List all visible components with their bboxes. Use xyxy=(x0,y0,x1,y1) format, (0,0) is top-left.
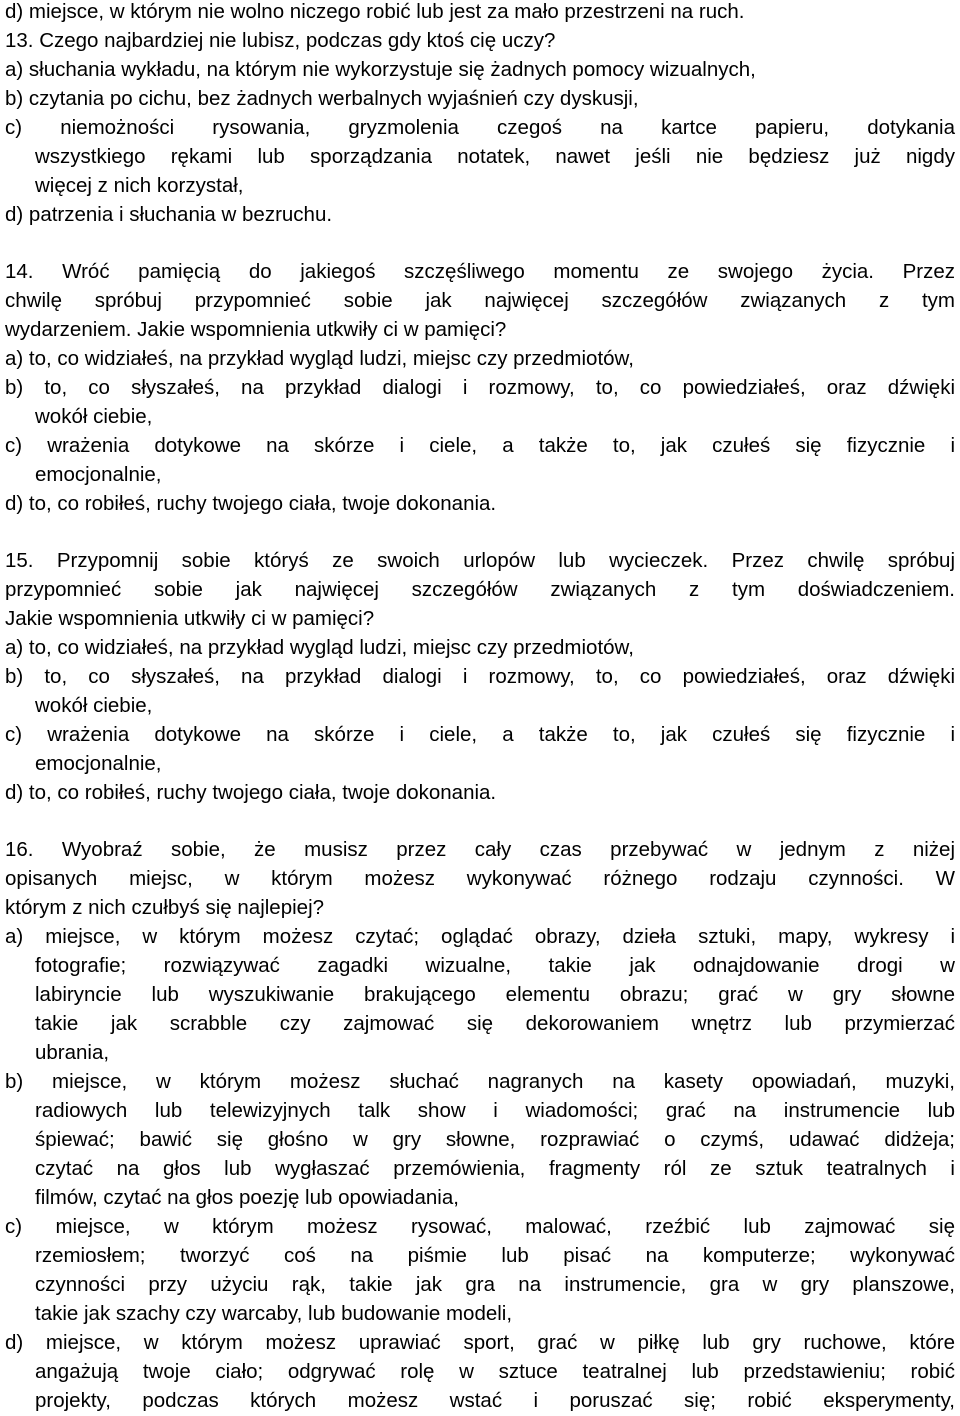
answer-line: a) słuchania wykładu, na którym nie wykorzystuje się żadnych pomocy wizualnych, xyxy=(5,58,756,81)
answer-line: b) czytania po cichu, bez żadnych werbalnych wyjaśnień czy dyskusji, xyxy=(5,87,639,110)
answer-line: b) to, co słyszałeś, na przykład dialogi i rozmowy, to, co powiedziałeś, oraz dźwięki xyxy=(5,376,955,399)
answer-line: takie jak scrabble czy zajmować się dekorowaniem wnętrz lub przymierzać xyxy=(35,1012,955,1035)
answer-line: c) wrażenia dotykowe na skórze i ciele, a także to, jak czułeś się fizycznie i xyxy=(5,723,955,746)
answer-line: b) miejsce, w którym możesz słuchać nagranych na kasety opowiadań, muzyki, xyxy=(5,1070,955,1093)
question-title: chwilę spróbuj przypomnieć sobie jak najwięcej szczegółów związanych z tym xyxy=(5,289,955,312)
question-title: opisanych miejsc, w którym możesz wykonywać różnego rodzaju czynności. W xyxy=(5,867,955,890)
answer-line: labiryncie lub wyszukiwanie brakującego elementu obrazu; grać w gry słowne xyxy=(35,983,955,1006)
answer-line: d) patrzenia i słuchania w bezruchu. xyxy=(5,203,333,226)
answer-line: czytać na głos lub wygłaszać przemówienia, fragmenty ról ze sztuk teatralnych i xyxy=(35,1157,955,1180)
answer-line: wokół ciebie, xyxy=(35,694,153,717)
question-title: wydarzeniem. Jakie wspomnienia utkwiły ci w pamięci? xyxy=(5,318,507,341)
answer-line: a) miejsce, w którym możesz czytać; oglądać obrazy, dzieła sztuki, mapy, wykresy i xyxy=(5,925,955,948)
answer-line: więcej z nich korzystał, xyxy=(35,174,244,197)
question-title: 14. Wróć pamięcią do jakiegoś szczęśliwego momentu ze swojego życia. Przez xyxy=(5,260,955,283)
answer-line: rzemiosłem; tworzyć coś na piśmie lub pisać na komputerze; wykonywać xyxy=(35,1244,955,1267)
answer-line: ubrania, xyxy=(35,1041,110,1064)
answer-line: radiowych lub telewizyjnych talk show i wiadomości; grać na instrumencie lub xyxy=(35,1099,955,1122)
question-title: którym z nich czułbyś się najlepiej? xyxy=(5,896,325,919)
question-title: 15. Przypomnij sobie któryś ze swoich urlopów lub wycieczek. Przez chwilę spróbuj xyxy=(5,549,955,572)
answer-line: d) to, co robiłeś, ruchy twojego ciała, twoje dokonania. xyxy=(5,492,497,515)
answer-line: a) to, co widziałeś, na przykład wygląd ludzi, miejsc czy przedmiotów, xyxy=(5,347,634,370)
answer-line: śpiewać; bawić się głośno w gry słowne, rozprawiać o czymś, udawać didżeja; xyxy=(35,1128,955,1151)
answer-line: c) niemożności rysowania, gryzmolenia czegoś na kartce papieru, dotykania xyxy=(5,116,955,139)
question-title: 13. Czego najbardziej nie lubisz, podczas gdy ktoś cię uczy? xyxy=(5,29,556,52)
question-title: Jakie wspomnienia utkwiły ci w pamięci? xyxy=(5,607,375,630)
answer-line: projekty, podczas których możesz wstać i poruszać się; robić eksperymenty, xyxy=(35,1389,955,1412)
answer-line: emocjonalnie, xyxy=(35,463,162,486)
answer-line: czynności przy użyciu rąk, takie jak gra na instrumencie, gra w gry planszowe, xyxy=(35,1273,955,1296)
answer-line: c) miejsce, w którym możesz rysować, malować, rzeźbić lub zajmować się xyxy=(5,1215,955,1238)
answer-line: angażują twoje ciało; odgrywać rolę w sztuce teatralnej lub przedstawieniu; robić xyxy=(35,1360,955,1383)
answer-line: filmów, czytać na głos poezję lub opowiadania, xyxy=(35,1186,459,1209)
answer-line: wszystkiego rękami lub sporządzania notatek, nawet jeśli nie będziesz już nigdy xyxy=(35,145,955,168)
answer-line: fotografie; rozwiązywać zagadki wizualne, takie jak odnajdowanie drogi w xyxy=(35,954,955,977)
question-title: 16. Wyobraź sobie, że musisz przez cały czas przebywać w jednym z niżej xyxy=(5,838,955,861)
answer-line: c) wrażenia dotykowe na skórze i ciele, a także to, jak czułeś się fizycznie i xyxy=(5,434,955,457)
answer-line: emocjonalnie, xyxy=(35,752,162,775)
answer-line: wokół ciebie, xyxy=(35,405,153,428)
answer-line: d) to, co robiłeś, ruchy twojego ciała, twoje dokonania. xyxy=(5,781,497,804)
question-title: przypomnieć sobie jak najwięcej szczegółów związanych z tym doświadczeniem. xyxy=(5,578,955,601)
answer-line: takie jak szachy czy warcaby, lub budowanie modeli, xyxy=(35,1302,513,1325)
answer-line: b) to, co słyszałeś, na przykład dialogi i rozmowy, to, co powiedziałeś, oraz dźwięki xyxy=(5,665,955,688)
answer-line: d) miejsce, w którym nie wolno niczego robić lub jest za mało przestrzeni na ruch. xyxy=(5,0,745,23)
answer-line: a) to, co widziałeś, na przykład wygląd ludzi, miejsc czy przedmiotów, xyxy=(5,636,634,659)
answer-line: d) miejsce, w którym możesz uprawiać sport, grać w piłkę lub gry ruchowe, które xyxy=(5,1331,955,1354)
